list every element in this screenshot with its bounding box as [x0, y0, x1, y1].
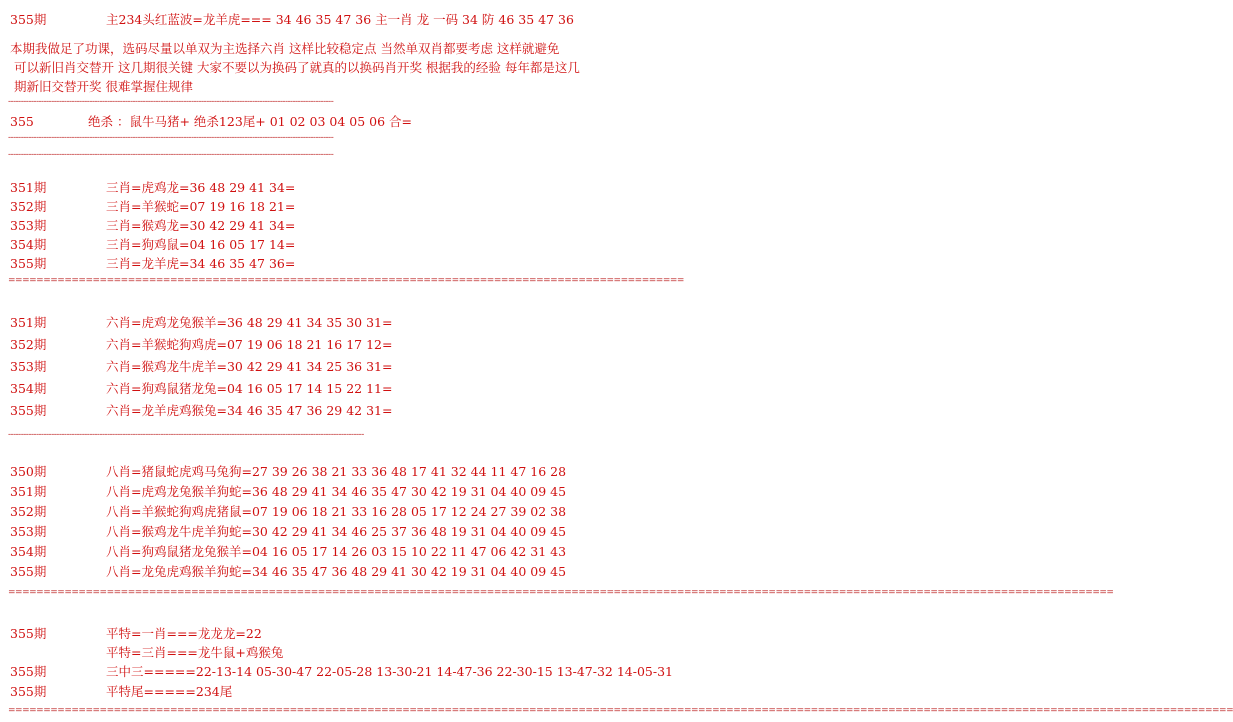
- row-period: 355期: [10, 403, 47, 418]
- row-period: 355期: [10, 684, 47, 699]
- row-period: 355期: [10, 564, 47, 579]
- row-text: 六肖=狗鸡鼠猪龙兔=04 16 05 17 14 15 22 11=: [106, 381, 393, 396]
- row-text: 平特尾=====234尾: [106, 684, 233, 699]
- row-period: 354期: [10, 237, 47, 252]
- row-period: 355期: [10, 256, 47, 271]
- row-text: 三肖=羊猴蛇=07 19 16 18 21=: [106, 199, 296, 214]
- row-period: 352期: [10, 337, 47, 352]
- six-row: [10, 337, 393, 353]
- kill-line: [10, 114, 412, 130]
- row-text: 平特=一肖===龙龙龙=22: [106, 626, 262, 641]
- intro-line-3: 期新旧交替开奖 很难掌握住规律: [14, 79, 193, 94]
- row-text: 八肖=狗鸡鼠猪龙兔猴羊=04 16 05 17 14 26 03 15 10 22 11 47 06 42 31 43: [106, 544, 567, 559]
- row-period: 355期: [10, 626, 47, 641]
- row-period: 353期: [10, 359, 47, 374]
- eight-row: [10, 504, 567, 520]
- separator-dashed: --------------------------------------------------------------------------------------------------------------------------------: [8, 133, 334, 143]
- row-period: 351期: [10, 180, 47, 195]
- three-row: [10, 256, 296, 272]
- row-period: 355期: [10, 664, 47, 679]
- eight-row: [10, 524, 567, 540]
- separator-dashed: --------------------------------------------------------------------------------------------------------------------------------: [8, 150, 334, 160]
- row-text: 八肖=虎鸡龙兔猴羊狗蛇=36 48 29 41 34 46 35 47 30 42 19 31 04 40 09 45: [106, 484, 567, 499]
- header-line: [10, 12, 574, 28]
- kill-period: 355: [10, 114, 34, 129]
- eight-row: [10, 464, 567, 480]
- separator-dashed: --------------------------------------------------------------------------------------------------------------------------------: [8, 97, 334, 107]
- special-row: [10, 626, 262, 642]
- three-row: [10, 180, 296, 196]
- row-text: 三肖=猴鸡龙=30 42 29 41 34=: [106, 218, 296, 233]
- row-period: 353期: [10, 524, 47, 539]
- header-period: 355期: [10, 12, 47, 27]
- intro-line-1: 本期我做足了功课，选码尽量以单双为主选择六肖 这样比较稳定点 当然单双肖都要考虑 这样就避免: [10, 41, 560, 56]
- separator-dashed: --------------------------------------------------------------------------------------------------------------------------------------------: [8, 430, 364, 440]
- kill-text: 绝杀 ：鼠牛马猪+ 绝杀123尾+ 01 02 03 04 05 06 合=: [88, 114, 412, 129]
- eight-row: [10, 564, 567, 580]
- row-text: 三肖=狗鸡鼠=04 16 05 17 14=: [106, 237, 296, 252]
- row-period: 353期: [10, 218, 47, 233]
- six-row: [10, 359, 393, 375]
- eight-row: [10, 484, 567, 500]
- special-row: [10, 684, 233, 700]
- row-text: 六肖=虎鸡龙兔猴羊=36 48 29 41 34 35 30 31=: [106, 315, 393, 330]
- separator-double: ==============================================================================================================================================================================: [8, 706, 1233, 716]
- separator-double: ================================================================================================: [8, 276, 684, 286]
- intro-line-2: 可以新旧肖交替开 这几期很关键 大家不要以为换码了就真的以换码肖开奖 根据我的经验 每年都是这几: [14, 60, 580, 75]
- row-period: 354期: [10, 544, 47, 559]
- row-text: 六肖=龙羊虎鸡猴兔=34 46 35 47 36 29 42 31=: [106, 403, 393, 418]
- row-text: 八肖=龙兔虎鸡猴羊狗蛇=34 46 35 47 36 48 29 41 30 42 19 31 04 40 09 45: [106, 564, 567, 579]
- three-row: [10, 218, 296, 234]
- row-text: 三肖=龙羊虎=34 46 35 47 36=: [106, 256, 296, 271]
- row-text: 八肖=猴鸡龙牛虎羊狗蛇=30 42 29 41 34 46 25 37 36 48 19 31 04 40 09 45: [106, 524, 567, 539]
- row-text: 六肖=猴鸡龙牛虎羊=30 42 29 41 34 25 36 31=: [106, 359, 393, 374]
- row-period: 352期: [10, 504, 47, 519]
- eight-row: [10, 544, 567, 560]
- separator-double: =============================================================================================================================================================: [8, 588, 1114, 598]
- row-period: 350期: [10, 464, 47, 479]
- row-text: 八肖=猪鼠蛇虎鸡马兔狗=27 39 26 38 21 33 36 48 17 41 32 44 11 47 16 28: [106, 464, 567, 479]
- row-text: 八肖=羊猴蛇狗鸡虎猪鼠=07 19 06 18 21 33 16 28 05 17 12 24 27 39 02 38: [106, 504, 567, 519]
- three-row: [10, 237, 296, 253]
- six-row: [10, 403, 393, 419]
- three-row: [10, 199, 296, 215]
- row-period: 351期: [10, 315, 47, 330]
- special-row: [10, 664, 673, 680]
- row-period: 351期: [10, 484, 47, 499]
- row-period: 352期: [10, 199, 47, 214]
- six-row: [10, 315, 393, 331]
- six-row: [10, 381, 393, 397]
- row-text: 平特=三肖===龙牛鼠+鸡猴兔: [106, 645, 284, 660]
- row-text: 六肖=羊猴蛇狗鸡虎=07 19 06 18 21 16 17 12=: [106, 337, 393, 352]
- row-text: 三肖=虎鸡龙=36 48 29 41 34=: [106, 180, 296, 195]
- row-text: 三中三=====22-13-14 05-30-47 22-05-28 13-30-21 14-47-36 22-30-15 13-47-32 14-05-31: [106, 664, 673, 679]
- header-text: 主234头红蓝波=龙羊虎=== 34 46 35 47 36 主一肖 龙 一码 34 防 46 35 47 36: [106, 12, 574, 27]
- row-period: 354期: [10, 381, 47, 396]
